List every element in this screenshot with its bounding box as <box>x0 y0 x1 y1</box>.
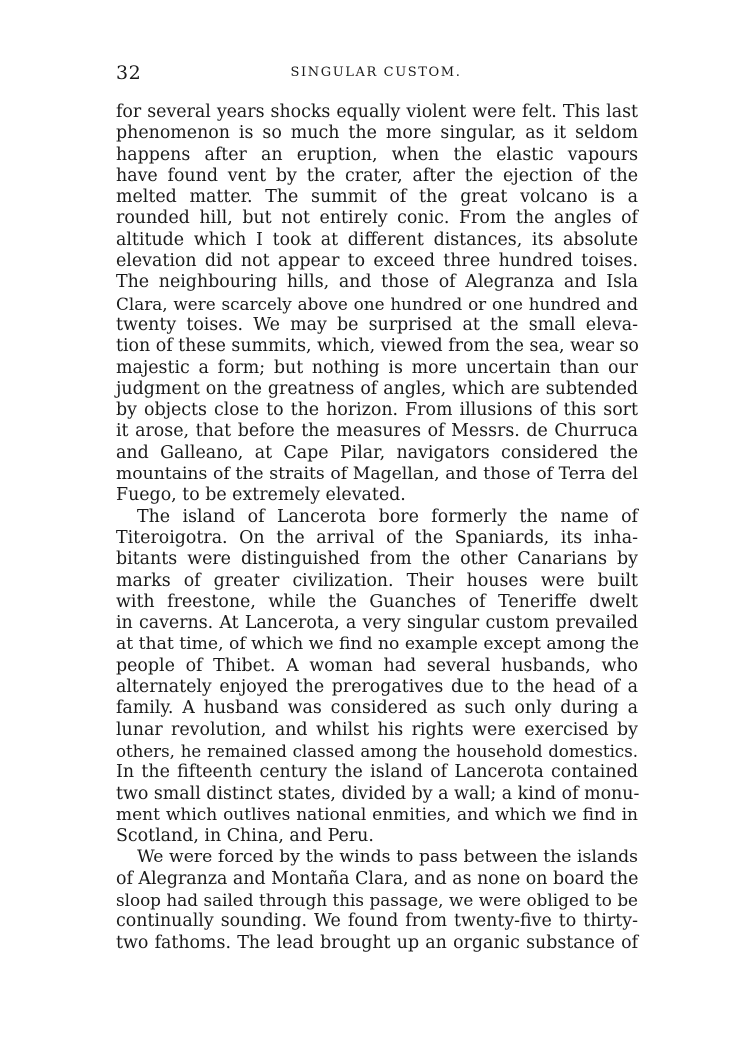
text-line: in caverns. At Lancerota, a very singular custom prevailed <box>116 613 638 634</box>
text-line: ment which outlives national enmities, and which we find in <box>116 804 638 825</box>
text-line: sloop had sailed through this passage, we were obliged to be <box>116 889 638 910</box>
text-line: elevation did not appear to exceed three hundred toises. <box>116 251 638 272</box>
text-line: happens after an eruption, when the elastic vapours <box>116 144 638 165</box>
text-line: In the fifteenth century the island of Lancerota contained <box>116 762 638 783</box>
text-line: people of Thibet. A woman had several husbands, who <box>116 655 638 676</box>
text-line: We were forced by the winds to pass between the islands <box>137 847 638 868</box>
page-number: 32 <box>116 62 142 84</box>
text-line: twenty toises. We may be surprised at the small eleva- <box>116 314 638 335</box>
text-line: two fathoms. The lead brought up an organic substance of <box>116 932 638 953</box>
text-line: by objects close to the horizon. From illusions of this sort <box>116 400 638 421</box>
text-line: lunar revolution, and whilst his rights were exercised by <box>116 719 638 740</box>
text-line: Clara, were scarcely above one hundred or one hundred and <box>116 293 638 314</box>
text-line: marks of greater civilization. Their houses were built <box>116 570 638 591</box>
text-line: of Alegranza and Montaña Clara, and as none on board the <box>116 868 639 889</box>
text-line: and Galleano, at Cape Pilar, navigators considered the <box>116 442 638 463</box>
body-text <box>116 102 638 954</box>
text-line: mountains of the straits of Magellan, and those of Terra del <box>116 464 638 485</box>
text-line: Fuego, to be extremely elevated. <box>116 485 406 506</box>
page-header <box>116 62 636 86</box>
text-line: Scotland, in China, and Peru. <box>116 826 374 847</box>
text-line: others, he remained classed among the household domestics. <box>116 741 638 761</box>
text-line: for several years shocks equally violent were felt. This last <box>116 102 638 122</box>
text-line: two small distinct states, divided by a wall; a kind of monu- <box>116 783 640 804</box>
text-line: Titeroigotra. On the arrival of the Spaniards, its inha- <box>116 527 638 548</box>
text-line: family. A husband was considered as such only during a <box>116 698 638 719</box>
text-line: at that time, of which we find no example except among the <box>116 634 640 655</box>
text-line: continually sounding. We found from twenty-five to thirty- <box>116 911 638 932</box>
text-line: melted matter. The summit of the great volcano is a <box>116 187 638 208</box>
text-line: majestic a form; but nothing is more uncertain than our <box>116 357 638 378</box>
text-line: have found vent by the crater, after the ejection of the <box>116 165 638 186</box>
text-line: altitude which I took at different distances, its absolute <box>116 229 638 250</box>
text-line: bitants were distinguished from the other Canarians by <box>116 549 638 570</box>
running-head: SINGULAR CUSTOM. <box>290 65 462 80</box>
text-line: alternately enjoyed the prerogatives due to the head of a <box>116 677 638 698</box>
text-line: The neighbouring hills, and those of Alegranza and Isla <box>116 272 638 293</box>
text-line: The island of Lancerota bore formerly the name of <box>137 506 638 527</box>
text-line: with freestone, while the Guanches of Teneriffe dwelt <box>116 591 638 612</box>
text-line: phenomenon is so much the more singular, as it seldom <box>116 123 638 144</box>
text-line: it arose, that before the measures of Messrs. de Churruca <box>116 421 638 442</box>
text-line: judgment on the greatness of angles, which are subtended <box>116 378 638 399</box>
text-line: tion of these summits, which, viewed from the sea, wear so <box>116 336 639 357</box>
text-line: rounded hill, but not entirely conic. From the angles of <box>116 208 638 229</box>
